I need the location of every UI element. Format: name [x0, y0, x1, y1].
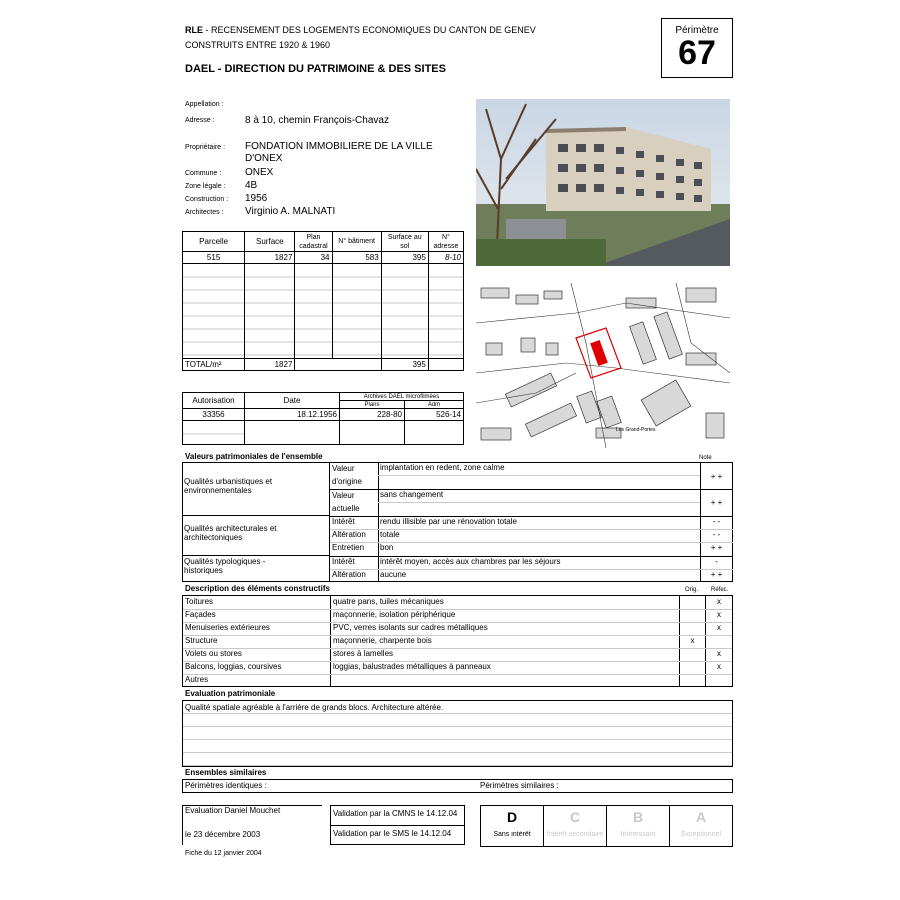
- total-label: TOTAL/m²: [183, 359, 245, 371]
- valeurs-title: Valeurs patrimoniales de l'ensemble: [185, 452, 323, 461]
- row-note: + +: [710, 498, 723, 507]
- group-label: Qualités urbanistiques et environnementales: [184, 477, 273, 495]
- adresse-label: Adresse :: [185, 117, 215, 124]
- col-autorisation: Autorisation: [183, 393, 245, 409]
- rle-title: - RECENSEMENT DES LOGEMENTS ECONOMIQUES DU CANTON DE GENEV: [203, 25, 536, 35]
- parcel-table-header: [183, 232, 464, 252]
- architectes-value: Virginio A. MALNATI: [245, 206, 336, 217]
- building-photo: [476, 99, 730, 266]
- col-adm: Adm: [405, 401, 464, 409]
- row-value: PVC, verres isolants sur cadres métalliques: [333, 623, 488, 632]
- dael-title: DAEL - DIRECTION DU PATRIMOINE & DES SITES: [185, 63, 446, 75]
- rle-header-line2: CONSTRUITS ENTRE 1920 & 1960: [185, 40, 331, 50]
- row-value: totale: [380, 530, 400, 539]
- parcel-table: [182, 231, 464, 371]
- table-row: [183, 596, 732, 610]
- valeurs-table: [182, 462, 733, 582]
- table-row: [183, 674, 732, 687]
- col-surface-sol: Surface au sol: [381, 232, 428, 252]
- row-value: sans changement: [380, 490, 444, 499]
- cell-plans: 228-80: [340, 409, 405, 421]
- group-architecturales: [182, 516, 330, 556]
- row-refec: x: [717, 662, 721, 671]
- proprietaire-line1: FONDATION IMMOBILIERE DE LA VILLE: [245, 141, 433, 152]
- ensembles-title: Ensembles similaires: [185, 768, 267, 777]
- grade-box: [480, 805, 733, 847]
- row-value: loggias, balustrades métalliques à panneaux: [333, 662, 491, 671]
- row-key: Altération: [332, 570, 366, 579]
- row-key: Structure: [185, 636, 218, 645]
- appellation-label: Appellation :: [185, 101, 224, 108]
- group-label: Qualités architecturales et architectoniques: [184, 524, 277, 542]
- row-value: maçonnerie, charpente bois: [333, 636, 432, 645]
- row-key: Valeur d'origine: [332, 464, 362, 486]
- validation-sms: Validation par le SMS le 14.12.04: [333, 829, 452, 838]
- grade-label: Sans intérêt: [493, 831, 531, 838]
- group-label: Qualités typologiques - historiques: [184, 557, 266, 575]
- evaluation-box: [182, 700, 733, 767]
- row-refec: x: [717, 623, 721, 632]
- row-key: Autres: [185, 675, 209, 684]
- grade-label: Intérêt secondaire: [546, 831, 604, 838]
- row-value: aucune: [380, 570, 407, 579]
- adresse-value: 8 à 10, chemin François-Chavaz: [245, 115, 389, 126]
- cell-batiment: 583: [332, 252, 381, 264]
- evaluation-date: le 23 décembre 2003: [185, 830, 261, 839]
- evaluation-text: Qualité spatiale agréable à l'arrière de grands blocs. Architecture altérée.: [185, 703, 444, 712]
- perimetre-number: 67: [678, 34, 716, 72]
- grade-letter: B: [632, 809, 644, 825]
- row-key: Intérêt: [332, 557, 355, 566]
- evaluation-signature: [182, 805, 322, 845]
- col-parcelle: Parcelle: [183, 232, 245, 252]
- construction-value: 1956: [245, 193, 268, 204]
- autorisation-table: [182, 392, 464, 445]
- grade-cell: [543, 806, 606, 846]
- commune-value: ONEX: [245, 167, 274, 178]
- row-note: + +: [710, 543, 723, 552]
- col-adresse: N° adresse: [428, 232, 463, 252]
- table-row: [183, 252, 464, 264]
- grade-label: Exceptionnel: [680, 831, 722, 838]
- table-row: [183, 409, 464, 421]
- row-key: Toitures: [185, 597, 214, 606]
- row-orig: x: [690, 636, 695, 645]
- cell-parcelle: 515: [183, 252, 245, 264]
- rle-abbr: RLE: [185, 25, 203, 35]
- grade-cell: [669, 806, 732, 846]
- proprietaire-label: Propriétaire :: [185, 144, 226, 151]
- col-archives: Archives DAEL microfilmées: [340, 393, 464, 401]
- cell-date: 18.12.1956: [245, 409, 340, 421]
- table-row: [183, 609, 732, 623]
- group-typologiques: [182, 556, 330, 582]
- perimetres-identiques: Périmètres identiques :: [185, 781, 267, 790]
- table-row: [183, 661, 732, 675]
- validation-cmns: Validation par la CMNS le 14.12.04: [331, 806, 464, 826]
- row-value: stores à lamelles: [333, 649, 394, 658]
- grade-cell: [606, 806, 669, 846]
- architectes-label: Architectes :: [185, 209, 224, 216]
- commune-label: Commune :: [185, 170, 222, 177]
- grade-letter: D: [506, 809, 518, 825]
- table-row: [183, 648, 732, 662]
- row-note: - -: [712, 517, 721, 526]
- cell-autorisation: 33356: [183, 409, 245, 421]
- cell-plan: 34: [295, 252, 332, 264]
- grade-label: Intéressant: [620, 831, 656, 838]
- row-key: Volets ou stores: [185, 649, 242, 658]
- row-value: intérêt moyen, accès aux chambres par les séjours: [380, 557, 561, 566]
- building-photo-illustration: [476, 99, 730, 266]
- refec-label: Réfec.: [711, 587, 729, 593]
- grade-letter: A: [695, 809, 707, 825]
- row-note: -: [715, 557, 718, 566]
- construction-label: Construction :: [185, 196, 229, 203]
- description-table: [182, 595, 733, 687]
- proprietaire-value: [245, 141, 433, 165]
- note-label: Note: [699, 455, 712, 461]
- evaluation-by: Evaluation Daniel Mouchet: [185, 806, 281, 815]
- grade-letter: C: [569, 809, 581, 825]
- fiche-date: Fiche du 12 janvier 2004: [185, 850, 262, 857]
- perimetres-similaires: Périmètres similaires :: [480, 781, 559, 790]
- total-surface: 1827: [245, 359, 295, 371]
- table-row-empty: [183, 264, 464, 359]
- grade-cell: [481, 806, 543, 846]
- row-key: Balcons, loggias, coursives: [185, 662, 282, 671]
- col-plan-cadastral: Plan cadastral: [295, 232, 332, 252]
- cell-adresse: 8-10: [428, 252, 463, 264]
- cell-adm: 526-14: [405, 409, 464, 421]
- proprietaire-line2: D'ONEX: [245, 153, 283, 164]
- row-value: implantation en redent, zone calme: [380, 463, 505, 472]
- cell-surface: 1827: [245, 252, 295, 264]
- cell-surface-sol: 395: [381, 252, 428, 264]
- cadastral-map-illustration: [476, 283, 730, 448]
- row-key: Entretien: [332, 543, 365, 552]
- row-key: Menuiseries extérieures: [185, 623, 270, 632]
- cadastral-map: [476, 283, 730, 448]
- row-note: + +: [710, 472, 723, 481]
- row-value: bon: [380, 543, 394, 552]
- map-street-label: Les Grand-Portes: [616, 427, 656, 433]
- description-title: Description des éléments constructifs: [185, 584, 330, 593]
- col-plans: Plans: [340, 401, 405, 409]
- zone-label: Zone légale :: [185, 183, 226, 190]
- table-total-row: [183, 359, 464, 371]
- row-key: Intérêt: [332, 517, 355, 526]
- col-batiment: N° bâtiment: [332, 232, 381, 252]
- perimetre-box: [661, 18, 733, 78]
- zone-value: 4B: [245, 180, 258, 191]
- col-surface: Surface: [245, 232, 295, 252]
- group-urbanistiques: [182, 462, 330, 516]
- row-refec: x: [717, 649, 721, 658]
- row-key: Valeur actuelle: [332, 491, 360, 513]
- row-refec: x: [717, 597, 721, 606]
- validation-box: [330, 805, 465, 845]
- orig-label: Orig.: [685, 587, 699, 593]
- table-row: [183, 622, 732, 636]
- row-note: + +: [710, 570, 723, 579]
- row-refec: x: [717, 610, 721, 619]
- rle-header-line1: [185, 25, 536, 35]
- total-sol: 395: [381, 359, 428, 371]
- evaluation-title: Evaluation patrimoniale: [185, 689, 276, 698]
- row-value: rendu illisible par une rénovation totale: [380, 517, 517, 526]
- row-key: Altération: [332, 530, 366, 539]
- row-value: maçonnerie, isolation périphérique: [333, 610, 456, 619]
- row-note: - -: [712, 530, 721, 539]
- ensembles-box: [182, 779, 733, 793]
- table-row: [183, 635, 732, 649]
- perimetre-label: Périmètre: [675, 25, 719, 36]
- row-key: Façades: [185, 610, 216, 619]
- row-value: quatre pans, tuiles mécaniques: [333, 597, 444, 606]
- col-date: Date: [245, 393, 340, 409]
